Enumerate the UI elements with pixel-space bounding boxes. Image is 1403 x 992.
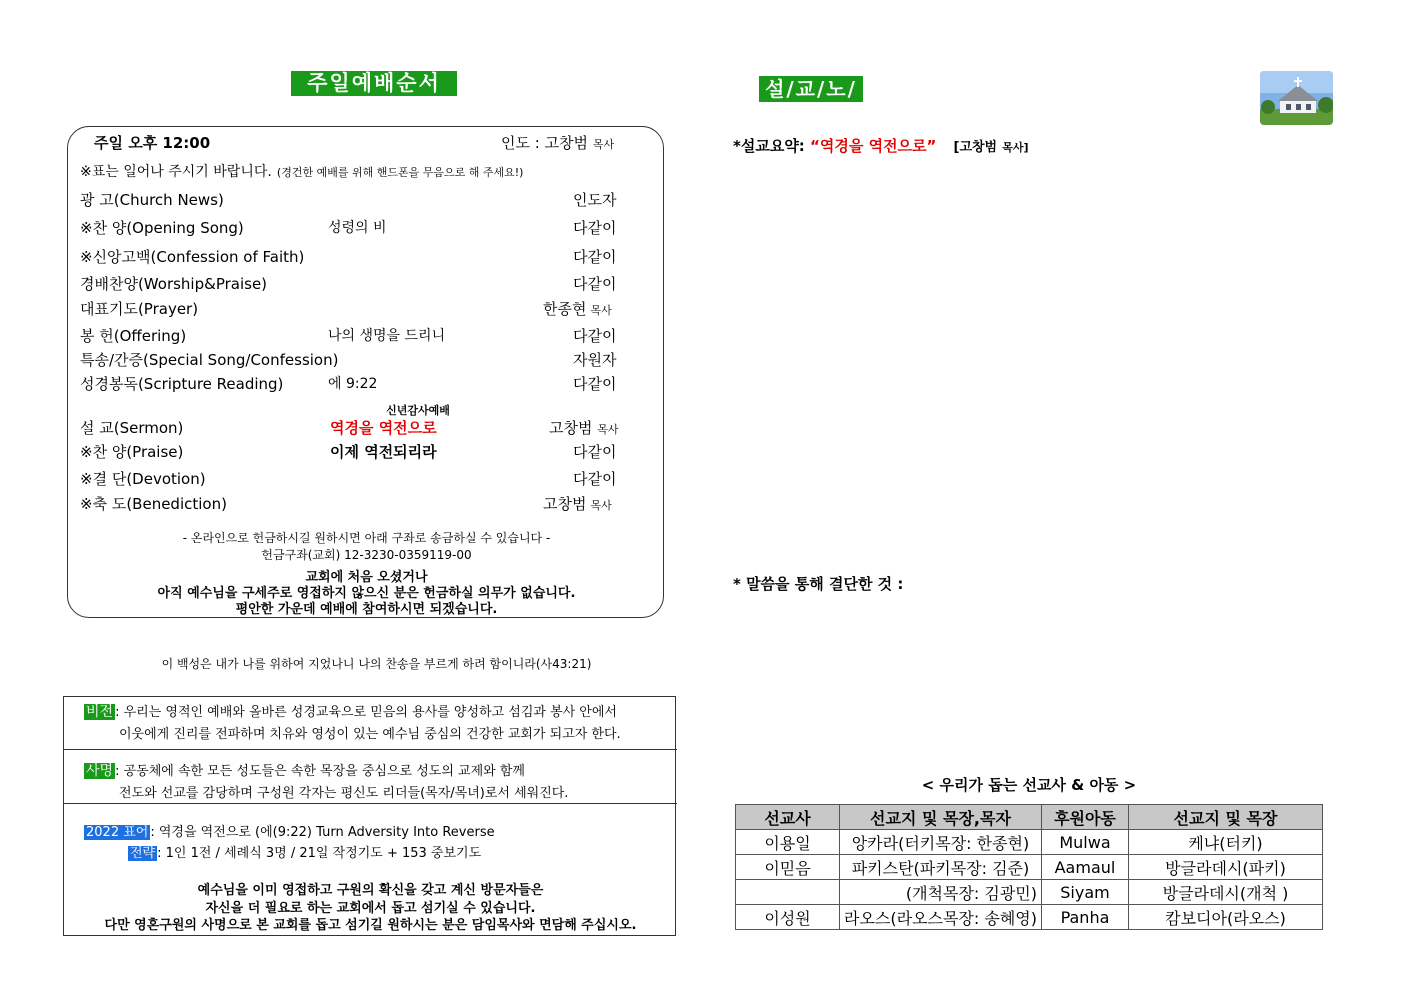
service-item-person [573,217,616,238]
missions-title: < 우리가 돕는 선교사 & 아동 > [921,776,1137,794]
table-cell: 방글라데시(개척 ) [1128,880,1322,905]
service-item [68,468,665,490]
sermon-occasion: 신년감사예배 [386,404,450,417]
mission-label: 사명 [86,763,114,779]
table-row [736,905,1323,930]
summary-title: “역경을 역전으로” [810,137,937,155]
service-item [68,189,665,211]
summary-label: *설교요약: [733,137,811,155]
service-item-name: ※찬 양(Praise) [80,443,184,461]
summary-preacher: [고창범 [953,140,998,155]
divider [64,749,677,750]
person-name: 고창범 [543,495,587,513]
table-cell: 방글라데시(파키) [1128,855,1322,880]
table-cell: Panha [1041,905,1128,930]
service-item-person [573,349,616,370]
service-item-name: 성경봉독(Scripture Reading) [80,375,284,393]
service-item-person [573,373,616,394]
preacher-suffix: 목사 [597,423,619,436]
person-name: 다같이 [573,375,617,393]
sermon-title: 역경을 역전으로 [330,419,437,437]
service-item [68,349,665,371]
person-name: 다같이 [573,327,617,345]
service-item-name: ※신앙고백(Confession of Faith) [80,248,305,266]
service-item [68,493,665,515]
service-item-name: 경배찬양(Worship&Praise) [80,275,268,293]
table-row [736,880,1323,905]
leader-name: 인도 : 고창범 [501,134,589,152]
column-header: 선교지 및 목장 [1128,805,1322,830]
service-order-box [67,126,664,618]
person-name: 다같이 [573,219,617,237]
strategy-label: 전략 [130,846,156,861]
divider [64,803,677,804]
service-item [68,246,665,268]
welcome-line-1: 교회에 처음 오셨거나 [305,570,428,585]
service-item-person [573,273,616,294]
service-item-person [573,468,616,489]
summary-suffix: 목사] [1002,141,1029,154]
table-cell: Mulwa [1041,830,1128,855]
vision-mission-box [63,696,676,936]
vision-line-1 [84,701,617,721]
service-item-person [573,441,616,462]
person-name: 자원자 [573,351,617,369]
service-item-detail: 이제 역전되리라 [330,443,437,461]
sermon-note-title: 설/교/노/트 [759,76,863,102]
motto-line [84,821,495,840]
mission-text-1: : 공동체에 속한 모든 성도들은 속한 목장을 중심으로 성도의 교제와 함께 [115,764,525,779]
table-cell: 캄보디아(라오스) [1128,905,1322,930]
service-item-name: 봉 헌(Offering) [80,327,187,345]
table-cell: 라오스(라오스목장: 송혜영) [840,905,1042,930]
welcome-line-3: 평안한 가운데 예배에 참여하시면 되겠습니다. [235,602,498,617]
visitor-note-1: 예수님을 이미 영접하고 구원의 확신을 갖고 계신 방문자들은 [197,883,544,898]
table-row [736,830,1323,855]
service-item-person [573,325,616,346]
column-header: 후원아동 [1041,805,1128,830]
table-cell: 이성원 [736,905,840,930]
service-item [68,273,665,295]
mission-line-2: 전도와 선교를 감당하며 구성원 각자는 평신도 리더들(목자/목녀)로서 세워진다. [119,786,569,801]
service-item [68,298,665,320]
table-cell: Siyam [1041,880,1128,905]
person-name: 한종현 [543,300,587,318]
church-image [1260,71,1333,125]
church-illustration [1260,71,1333,125]
leader-suffix: 목사 [592,138,615,151]
service-item-name: 대표기도(Prayer) [80,300,199,318]
decision-label: * 말씀을 통해 결단한 것 : [733,575,904,593]
preacher-name: 고창범 [549,419,593,437]
table-cell: Aamaul [1041,855,1128,880]
table-cell: (개척목장: 김광민) [840,880,1042,905]
online-offering-note: - 온라인으로 헌금하시길 원하시면 아래 구좌로 송금하실 수 있습니다 - [182,531,551,545]
person-name: 다같이 [573,248,617,266]
service-item-detail: 나의 생명을 드리니 [328,328,446,344]
person-name: 다같이 [573,275,617,293]
motto-text: : 역경을 역전으로 (에(9:22) Turn Adversity Into Reverse [150,825,495,840]
sermon-summary [733,135,1029,156]
vision-line-2: 이웃에게 진리를 전파하며 치유와 영성이 있는 예수님 중심의 건강한 교회가 되고자 한다. [119,727,621,742]
service-item [68,441,665,463]
sermon-label: 설 교(Sermon) [80,419,184,437]
table-cell: 케냐(터키) [1128,830,1322,855]
service-item-person [573,189,616,210]
service-item-name: 특송/간증(Special Song/Confession) [80,351,339,369]
table-cell [736,880,840,905]
service-item-person [573,246,616,267]
stand-notice [80,161,523,181]
vision-text-1: : 우리는 영적인 예배와 올바른 성경교육으로 믿음의 용사를 양성하고 섬김과 봉사 안에서 [115,705,617,720]
service-item-detail: 에 9:22 [328,376,378,392]
table-cell: 파키스탄(파키목장: 김준) [840,855,1042,880]
missionary-table [735,804,1323,930]
notice-main: ※표는 일어나 주시기 바랍니다. [80,164,272,180]
service-item-name: ※축 도(Benediction) [80,495,227,513]
table-cell: 이믿음 [736,855,840,880]
strategy-text: : 1인 1전 / 세례식 3명 / 21일 작정기도 + 153 중보기도 [157,846,482,861]
mission-line-1 [84,760,525,780]
service-item [68,325,665,347]
column-header: 선교지 및 목장,목자 [840,805,1042,830]
service-item [68,217,665,239]
welcome-line-2: 아직 예수님을 구세주로 영접하지 않으신 분은 헌금하실 의무가 없습니다. [157,586,576,601]
service-item-detail: 성령의 비 [328,220,387,236]
table-header-row [736,805,1323,830]
table-row [736,855,1323,880]
notice-small: (경건한 예배를 위해 핸드폰을 무음으로 해 주세요!) [276,166,524,179]
service-item-sermon [68,417,665,439]
service-item [68,373,665,395]
service-item-name: ※찬 양(Opening Song) [80,219,244,237]
person-name: 다같이 [573,470,617,488]
strategy-line [128,842,481,861]
person-name: 다같이 [573,443,617,461]
person-suffix: 목사 [590,304,612,317]
person-suffix: 목사 [590,499,612,512]
service-item-name: 광 고(Church News) [80,191,224,209]
visitor-note-2: 자신을 더 필요로 하는 교회에서 돕고 섬기실 수 있습니다. [205,901,536,916]
service-item-name: ※결 단(Devotion) [80,470,206,488]
motto-label: 2022 표어 [86,825,149,840]
service-leader [501,132,614,153]
visitor-note-3: 다만 영혼구원의 사명으로 본 교회를 돕고 섬기길 원하시는 분은 담임목사와 면담해 주십시오. [104,918,637,933]
service-item-person [543,493,612,514]
service-item-person [543,298,612,319]
sermon-preacher [549,417,619,438]
offering-account: 헌금구좌(교회) 12-3230-0359119-00 [261,548,472,562]
table-cell: 앙카라(터키목장: 한종현) [840,830,1042,855]
vision-label: 비전 [86,704,114,720]
column-header: 선교사 [736,805,840,830]
service-time: 주일 오후 12:00 [94,134,211,152]
order-of-worship-title: 주일예배순서 [291,71,457,96]
table-cell: 이용일 [736,830,840,855]
person-name: 인도자 [573,191,617,209]
scripture-verse: 이 백성은 내가 나를 위하여 지었나니 나의 찬송을 부르게 하려 함이니라(사43:21) [161,657,592,671]
